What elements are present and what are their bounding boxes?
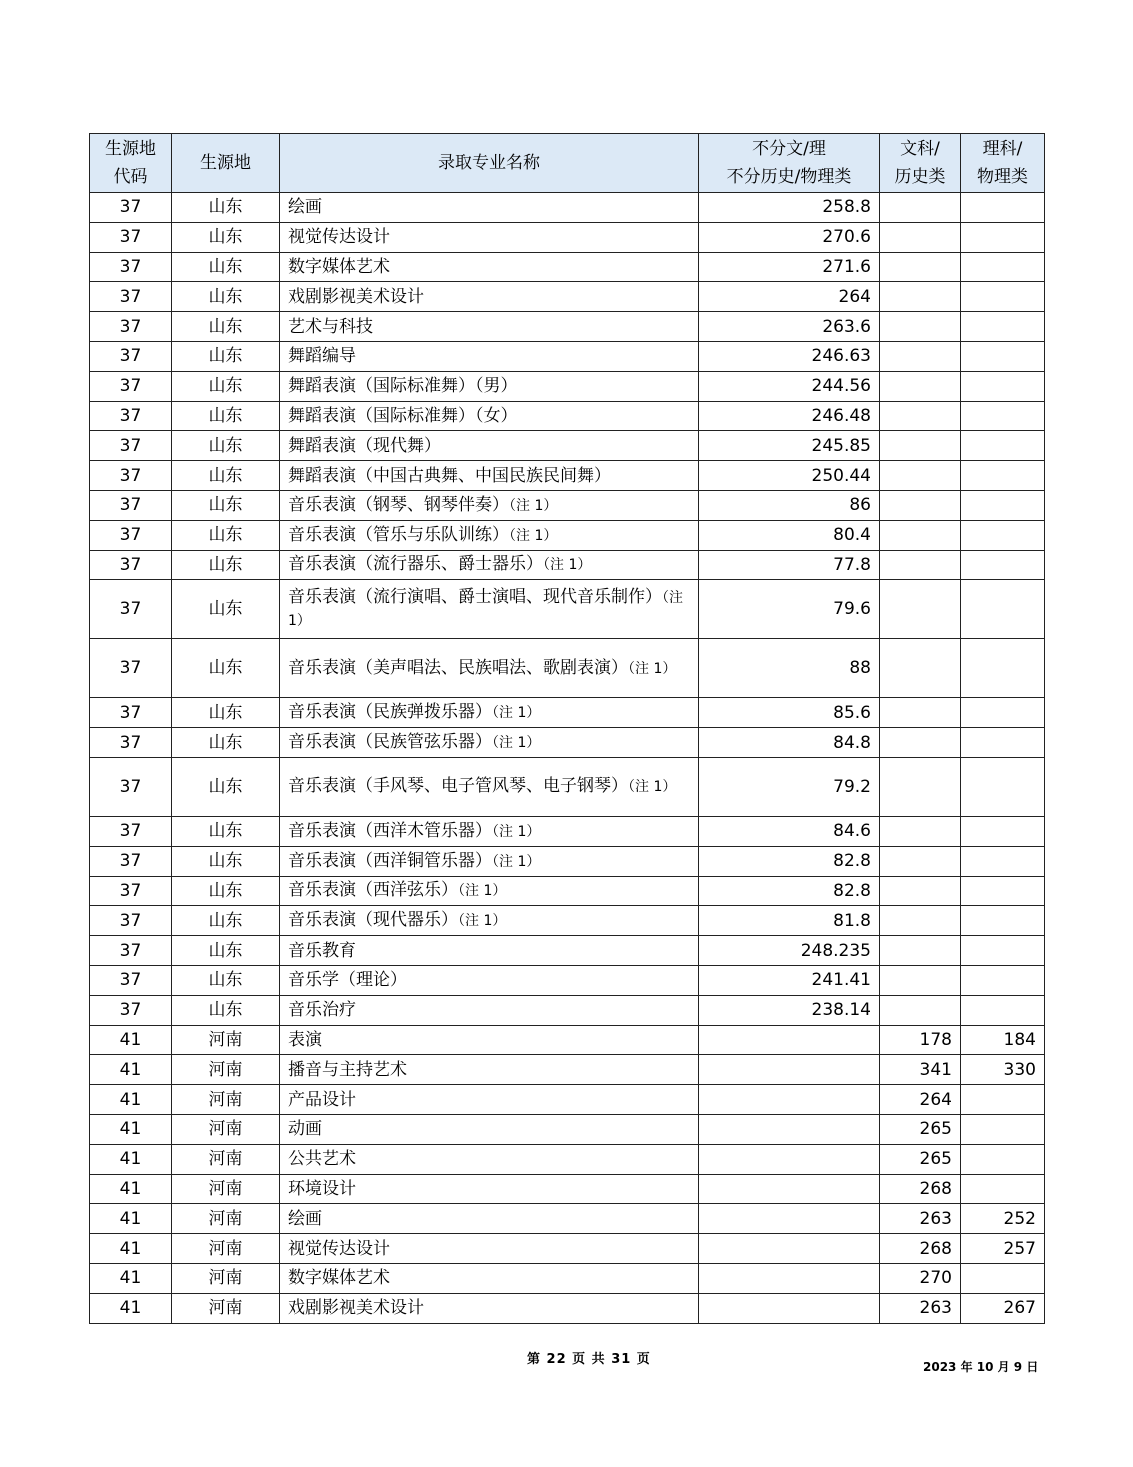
cell-arts-score [880,639,961,698]
cell-nondiv-score: 263.6 [699,312,880,342]
cell-province: 山东 [172,550,280,580]
cell-science-score: 257 [961,1234,1045,1264]
cell-arts-score [880,371,961,401]
cell-arts-score: 268 [880,1234,961,1264]
cell-major: 舞蹈表演（国际标准舞）（女） [280,401,699,431]
document-date: 2023 年 10 月 9 日 [923,1360,1039,1374]
cell-nondiv-score: 264 [699,282,880,312]
cell-nondiv-score: 82.8 [699,876,880,906]
table-row [90,639,1045,698]
cell-province: 河南 [172,1144,280,1174]
cell-code: 37 [90,906,172,936]
header-major: 录取专业名称 [280,134,699,193]
cell-nondiv-score: 246.63 [699,341,880,371]
cell-science-score [961,757,1045,816]
cell-province: 山东 [172,846,280,876]
cell-province: 河南 [172,1055,280,1085]
cell-major: 数字媒体艺术 [280,1263,699,1293]
cell-province: 山东 [172,252,280,282]
cell-code: 37 [90,401,172,431]
cell-major: 视觉传达设计 [280,222,699,252]
table-row [90,371,1045,401]
cell-arts-score: 178 [880,1025,961,1055]
cell-nondiv-score: 248.235 [699,936,880,966]
cell-code: 37 [90,312,172,342]
cell-major: 数字媒体艺术 [280,252,699,282]
cell-arts-score [880,490,961,520]
cell-major: 绘画 [280,1204,699,1234]
cell-major: 舞蹈表演（现代舞） [280,431,699,461]
cell-code: 41 [90,1055,172,1085]
cell-science-score [961,906,1045,936]
cell-province: 山东 [172,520,280,550]
cell-code: 41 [90,1025,172,1055]
cell-province: 山东 [172,965,280,995]
cell-science-score: 184 [961,1025,1045,1055]
cell-major: 音乐表演（美声唱法、民族唱法、歌剧表演）（注 1） [280,639,699,698]
cell-major: 舞蹈表演（国际标准舞）（男） [280,371,699,401]
cell-code: 37 [90,698,172,728]
cell-science-score [961,698,1045,728]
cell-science-score [961,876,1045,906]
cell-code: 37 [90,520,172,550]
cell-arts-score [880,461,961,491]
cell-major: 舞蹈表演（中国古典舞、中国民族民间舞） [280,461,699,491]
cell-nondiv-score: 79.6 [699,580,880,639]
cell-province: 山东 [172,282,280,312]
cell-nondiv-score: 246.48 [699,401,880,431]
cell-province: 山东 [172,431,280,461]
cell-nondiv-score [699,1144,880,1174]
table-row [90,816,1045,846]
cell-science-score [961,728,1045,758]
table-row [90,1025,1045,1055]
cell-code: 37 [90,936,172,966]
cell-major: 音乐表演（钢琴、钢琴伴奏）（注 1） [280,490,699,520]
cell-major: 音乐表演（流行演唱、爵士演唱、现代音乐制作）（注 1） [280,580,699,639]
cell-arts-score [880,757,961,816]
cell-arts-score [880,550,961,580]
table-row [90,490,1045,520]
cell-science-score [961,1174,1045,1204]
cell-arts-score [880,816,961,846]
table-row [90,520,1045,550]
cell-nondiv-score: 244.56 [699,371,880,401]
table-row [90,995,1045,1025]
cell-science-score [961,341,1045,371]
footnote-ref: （注 1） [628,660,677,677]
cell-province: 河南 [172,1085,280,1115]
cell-science-score [961,222,1045,252]
cell-major: 音乐表演（民族管弦乐器）（注 1） [280,728,699,758]
cell-science-score [961,431,1045,461]
cell-province: 山东 [172,639,280,698]
cell-province: 河南 [172,1234,280,1264]
cell-major: 音乐表演（现代器乐）（注 1） [280,906,699,936]
cell-major: 舞蹈编导 [280,341,699,371]
cell-arts-score [880,431,961,461]
table-row [90,401,1045,431]
cell-science-score [961,846,1045,876]
table-row [90,1085,1045,1115]
page-number: 第 22 页 共 31 页 [527,1352,651,1367]
cell-nondiv-score: 88 [699,639,880,698]
cell-province: 山东 [172,193,280,223]
cell-code: 37 [90,580,172,639]
table-row [90,1055,1045,1085]
cell-arts-score [880,995,961,1025]
cell-science-score [961,312,1045,342]
cell-science-score [961,520,1045,550]
cell-nondiv-score [699,1234,880,1264]
cell-arts-score [880,282,961,312]
cell-code: 41 [90,1114,172,1144]
footnote-ref: （注 1） [509,497,558,514]
cell-arts-score: 263 [880,1204,961,1234]
cell-nondiv-score: 82.8 [699,846,880,876]
cell-code: 37 [90,341,172,371]
cell-province: 河南 [172,1263,280,1293]
cell-province: 山东 [172,341,280,371]
cell-nondiv-score: 79.2 [699,757,880,816]
admission-scores-table [89,133,1045,1324]
cell-province: 河南 [172,1114,280,1144]
cell-arts-score: 263 [880,1293,961,1323]
cell-arts-score: 268 [880,1174,961,1204]
cell-major: 产品设计 [280,1085,699,1115]
cell-major: 绘画 [280,193,699,223]
cell-province: 山东 [172,757,280,816]
cell-province: 山东 [172,490,280,520]
cell-code: 37 [90,431,172,461]
cell-major: 音乐表演（流行器乐、爵士器乐）（注 1） [280,550,699,580]
cell-science-score [961,1085,1045,1115]
cell-province: 河南 [172,1025,280,1055]
table-row [90,1174,1045,1204]
cell-science-score [961,1263,1045,1293]
cell-arts-score [880,312,961,342]
cell-science-score: 267 [961,1293,1045,1323]
cell-science-score [961,936,1045,966]
cell-nondiv-score [699,1114,880,1144]
table-row [90,222,1045,252]
cell-province: 山东 [172,906,280,936]
cell-science-score [961,580,1045,639]
cell-major: 音乐表演（西洋木管乐器）（注 1） [280,816,699,846]
table-row [90,282,1045,312]
cell-major: 音乐治疗 [280,995,699,1025]
cell-code: 41 [90,1234,172,1264]
cell-code: 37 [90,252,172,282]
cell-nondiv-score: 77.8 [699,550,880,580]
table-row [90,1293,1045,1323]
cell-code: 37 [90,876,172,906]
cell-science-score [961,995,1045,1025]
cell-nondiv-score: 271.6 [699,252,880,282]
table-row [90,252,1045,282]
cell-major: 音乐表演（管乐与乐队训练）（注 1） [280,520,699,550]
cell-arts-score: 264 [880,1085,961,1115]
footnote-ref: （注 1） [628,779,677,796]
cell-arts-score [880,728,961,758]
cell-nondiv-score: 238.14 [699,995,880,1025]
cell-arts-score [880,252,961,282]
cell-major: 艺术与科技 [280,312,699,342]
cell-province: 河南 [172,1204,280,1234]
table-row [90,965,1045,995]
cell-nondiv-score: 258.8 [699,193,880,223]
cell-nondiv-score [699,1263,880,1293]
cell-arts-score [880,698,961,728]
table-row [90,698,1045,728]
cell-science-score [961,401,1045,431]
cell-province: 山东 [172,371,280,401]
cell-science-score [961,193,1045,223]
cell-science-score [961,965,1045,995]
cell-arts-score: 341 [880,1055,961,1085]
table-row [90,876,1045,906]
cell-major: 音乐表演（手风琴、电子管风琴、电子钢琴）（注 1） [280,757,699,816]
cell-nondiv-score [699,1204,880,1234]
cell-science-score [961,490,1045,520]
cell-arts-score [880,193,961,223]
cell-major: 播音与主持艺术 [280,1055,699,1085]
cell-arts-score [880,936,961,966]
cell-province: 山东 [172,936,280,966]
cell-province: 山东 [172,461,280,491]
table-row [90,580,1045,639]
cell-province: 山东 [172,312,280,342]
cell-province: 山东 [172,728,280,758]
table-row [90,1114,1045,1144]
cell-nondiv-score: 241.41 [699,965,880,995]
cell-major: 戏剧影视美术设计 [280,282,699,312]
cell-code: 37 [90,371,172,401]
cell-arts-score [880,401,961,431]
footnote-ref: （注 1） [492,735,541,752]
table-row [90,1144,1045,1174]
header-nondiv: 不分文/理 不分历史/物理类 [699,134,880,193]
cell-province: 河南 [172,1293,280,1323]
header-code: 生源地 代码 [90,134,172,193]
cell-province: 山东 [172,580,280,639]
cell-code: 37 [90,282,172,312]
table-row [90,1263,1045,1293]
cell-major: 环境设计 [280,1174,699,1204]
table-body [90,193,1045,1324]
cell-science-score [961,639,1045,698]
cell-arts-score: 265 [880,1114,961,1144]
table-row [90,728,1045,758]
cell-major: 音乐教育 [280,936,699,966]
cell-nondiv-score: 84.6 [699,816,880,846]
cell-province: 山东 [172,222,280,252]
table-row [90,1234,1045,1264]
header-province: 生源地 [172,134,280,193]
footnote-ref: （注 1） [458,883,507,900]
cell-major: 音乐表演（民族弹拨乐器）（注 1） [280,698,699,728]
cell-science-score [961,252,1045,282]
cell-science-score: 330 [961,1055,1045,1085]
cell-arts-score: 270 [880,1263,961,1293]
footnote-ref: （注 1） [492,853,541,870]
cell-arts-score [880,520,961,550]
header-science: 理科/ 物理类 [961,134,1045,193]
footnote-ref: （注 1） [543,557,592,574]
cell-code: 41 [90,1293,172,1323]
cell-science-score [961,461,1045,491]
cell-code: 37 [90,965,172,995]
cell-code: 37 [90,222,172,252]
cell-province: 山东 [172,401,280,431]
cell-major: 表演 [280,1025,699,1055]
table-row [90,757,1045,816]
cell-science-score [961,371,1045,401]
cell-code: 37 [90,461,172,491]
header-arts: 文科/ 历史类 [880,134,961,193]
table-row [90,341,1045,371]
footnote-ref: （注 1） [458,913,507,930]
cell-major: 动画 [280,1114,699,1144]
cell-province: 山东 [172,995,280,1025]
cell-code: 37 [90,757,172,816]
cell-arts-score: 265 [880,1144,961,1174]
table-row [90,312,1045,342]
cell-province: 山东 [172,876,280,906]
table-row [90,846,1045,876]
cell-nondiv-score [699,1055,880,1085]
cell-arts-score [880,846,961,876]
cell-arts-score [880,341,961,371]
footnote-ref: （注 1） [509,527,558,544]
cell-nondiv-score [699,1174,880,1204]
table-row [90,906,1045,936]
cell-major: 音乐表演（西洋铜管乐器）（注 1） [280,846,699,876]
cell-nondiv-score: 250.44 [699,461,880,491]
cell-code: 37 [90,995,172,1025]
cell-code: 41 [90,1085,172,1115]
footnote-ref: （注 1） [492,823,541,840]
cell-arts-score [880,580,961,639]
cell-major: 音乐学（理论） [280,965,699,995]
cell-province: 河南 [172,1174,280,1204]
cell-nondiv-score: 80.4 [699,520,880,550]
cell-code: 37 [90,728,172,758]
footnote-ref: （注 1） [288,590,683,630]
table-row [90,461,1045,491]
cell-code: 37 [90,490,172,520]
cell-code: 37 [90,639,172,698]
cell-nondiv-score [699,1293,880,1323]
cell-code: 37 [90,193,172,223]
cell-major: 戏剧影视美术设计 [280,1293,699,1323]
cell-major: 音乐表演（西洋弦乐）（注 1） [280,876,699,906]
cell-nondiv-score: 81.8 [699,906,880,936]
cell-science-score [961,550,1045,580]
cell-nondiv-score: 85.6 [699,698,880,728]
cell-nondiv-score: 84.8 [699,728,880,758]
cell-arts-score [880,876,961,906]
table-row [90,1204,1045,1234]
table-row [90,193,1045,223]
cell-science-score [961,816,1045,846]
cell-science-score [961,282,1045,312]
cell-code: 41 [90,1204,172,1234]
cell-nondiv-score [699,1085,880,1115]
cell-code: 41 [90,1263,172,1293]
cell-code: 37 [90,816,172,846]
cell-nondiv-score: 86 [699,490,880,520]
cell-nondiv-score [699,1025,880,1055]
cell-nondiv-score: 245.85 [699,431,880,461]
cell-code: 41 [90,1174,172,1204]
table-row [90,550,1045,580]
cell-major: 公共艺术 [280,1144,699,1174]
cell-nondiv-score: 270.6 [699,222,880,252]
cell-arts-score [880,906,961,936]
table-row [90,431,1045,461]
cell-code: 37 [90,846,172,876]
cell-arts-score [880,965,961,995]
table-header-row [90,134,1045,193]
cell-arts-score [880,222,961,252]
cell-major: 视觉传达设计 [280,1234,699,1264]
cell-science-score [961,1114,1045,1144]
cell-province: 山东 [172,816,280,846]
table-row [90,936,1045,966]
cell-science-score [961,1144,1045,1174]
footnote-ref: （注 1） [492,705,541,722]
cell-science-score: 252 [961,1204,1045,1234]
cell-province: 山东 [172,698,280,728]
cell-code: 37 [90,550,172,580]
cell-code: 41 [90,1144,172,1174]
